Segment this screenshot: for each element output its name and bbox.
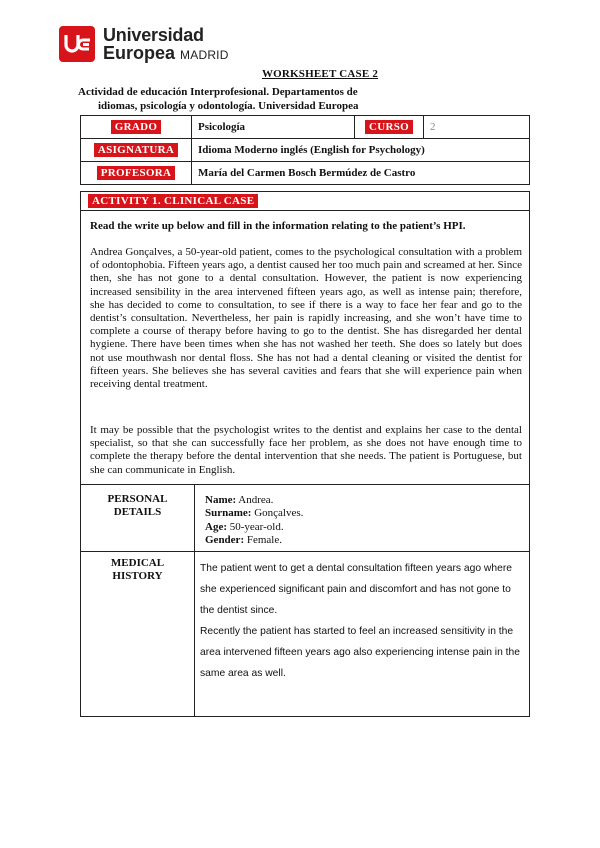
- grado-value: Psicología: [192, 116, 355, 139]
- profesora-value: María del Carmen Bosch Bermúdez de Castro: [192, 162, 530, 185]
- column-divider: [194, 485, 195, 716]
- activity-header: [80, 191, 530, 211]
- row-divider: [81, 551, 529, 552]
- subtitle-line-2: idiomas, psicología y odontología. Universidad Europea: [98, 100, 359, 112]
- medical-history-paragraph-1: The patient went to get a dental consultation fifteen years ago where she experienced significant pain and discomfort and has not gone to the dentist since.: [200, 563, 512, 616]
- logo-word-europea: [103, 44, 229, 64]
- case-paragraph-1: Andrea Gonçalves, a 50-year-old patient, comes to the psychological consultation with a problem of odontophobia. Fifteen years ago, a dentist caused her too much pain and screamed at her. Since then, she has not gone to a dental consultation. However, the patient is now experiencing increased sensibility in the area intervened fifteen years ago, as well as intense pain; therefore, she has decided to come to consultation, to see if there is a way to face her fear and go to the dentist’s consultation. Nevertheless, her pain is rapidly increasing, and she won’t have time to complete a course of therapy before having to go to the dentist. She has disregarded her dental hygiene. There have been times when she has not washed her teeth. She does so lately but does not use mouthwash nor dental floss. She has not had a dental cleaning or visited the dentist for fifteen years. She believes she has several cavities and fears that she will experience pain when receiving dental treatment.: [90, 246, 522, 391]
- asignatura-label: ASIGNATURA: [94, 143, 178, 157]
- surname-label: Surname:: [205, 507, 252, 520]
- case-paragraph-2: It may be possible that the psychologist writes to the dentist and explains her case to the dental specialist, so that she can successfully face her problem, as she does not have enough time to complete the therapy before the dental intervention that she needs. The patient is Portuguese, but she can communicate in English.: [90, 424, 522, 476]
- age-line: [205, 521, 303, 534]
- ue-logo-icon: [59, 26, 95, 62]
- name-value: Andrea.: [236, 494, 274, 506]
- curso-value: 2: [424, 116, 530, 139]
- asignatura-label-cell: [81, 139, 192, 162]
- age-value: 50-year-old.: [227, 520, 284, 533]
- subtitle-line-1: Actividad de educación Interprofesional. Departamentos de: [78, 86, 358, 98]
- asignatura-row: [81, 139, 530, 162]
- gender-value: Female.: [244, 534, 282, 547]
- asignatura-value: Idioma Moderno inglés (English for Psychology): [192, 139, 530, 162]
- surname-value: Gonçalves.: [251, 507, 304, 520]
- name-line: [205, 494, 303, 507]
- gender-line: [205, 534, 303, 547]
- personal-label-line2: DETAILS: [113, 506, 162, 518]
- logo-europea: Europea: [103, 43, 176, 63]
- name-label: Name:: [205, 494, 237, 506]
- activity-label: ACTIVITY 1. CLINICAL CASE: [88, 194, 258, 208]
- medical-history-paragraph-2: Recently the patient has started to feel an increased sensitivity in the area intervened fifteen years ago also experiencing intense pain in the same area as well.: [200, 626, 520, 679]
- logo-word-universidad: Universidad: [103, 25, 204, 45]
- patient-info-table: [80, 484, 530, 717]
- personal-details-label: [81, 493, 194, 519]
- worksheet-title: WORKSHEET CASE 2: [261, 68, 379, 80]
- grado-row: [81, 116, 530, 139]
- gender-label: Gender:: [205, 534, 245, 547]
- grado-label-cell: [81, 116, 192, 139]
- profesora-label: PROFESORA: [97, 166, 176, 180]
- personal-details-values: [205, 494, 303, 548]
- activity-instruction: Read the write up below and fill in the information relating to the patient’s HPI.: [90, 220, 466, 232]
- personal-label-line1: PERSONAL: [107, 493, 168, 505]
- medical-label-line2: HISTORY: [112, 570, 163, 582]
- curso-label-cell: [355, 116, 424, 139]
- profesora-label-cell: [81, 162, 192, 185]
- age-label: Age:: [205, 520, 227, 533]
- surname-line: [205, 507, 303, 520]
- grado-label: GRADO: [111, 120, 161, 134]
- medical-history-label: [81, 557, 194, 583]
- profesora-row: [81, 162, 530, 185]
- logo-madrid: MADRID: [180, 48, 229, 62]
- medical-label-line1: MEDICAL: [110, 557, 165, 569]
- medical-history-text: [200, 558, 525, 684]
- curso-label: CURSO: [365, 120, 413, 134]
- university-logo: [59, 26, 239, 64]
- course-info-table: [80, 115, 530, 185]
